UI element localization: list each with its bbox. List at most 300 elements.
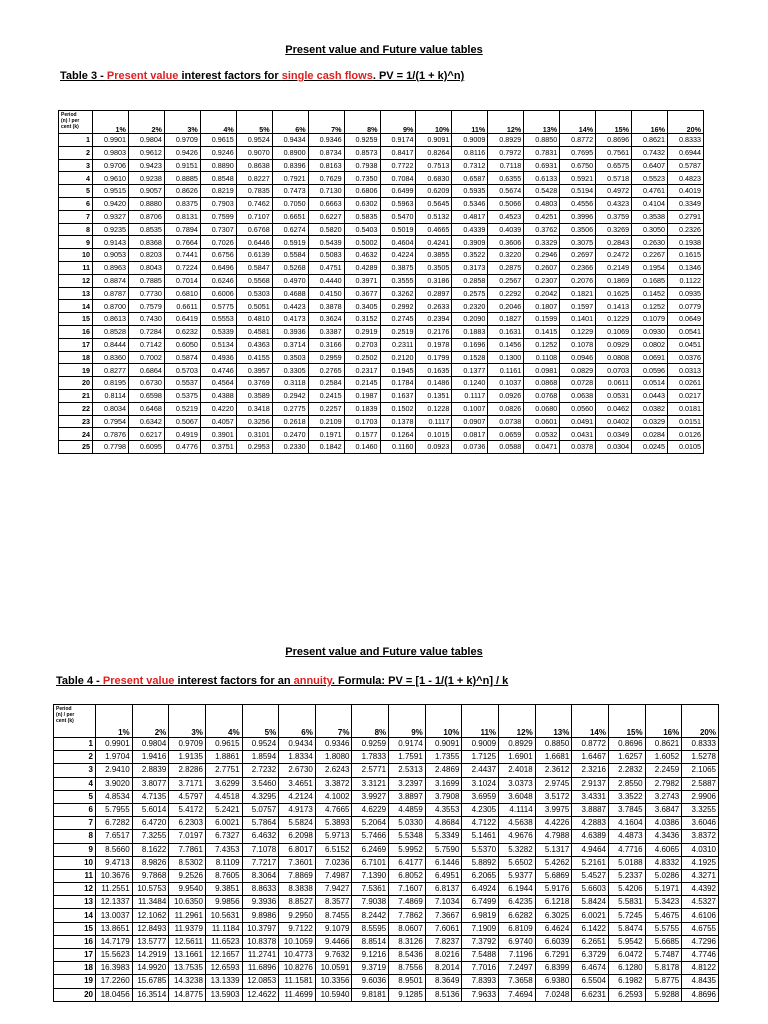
factor-cell: 0.1015 (416, 428, 452, 441)
factor-cell: 2.6730 (279, 764, 316, 777)
table-row (59, 338, 704, 351)
period-cell: 18 (54, 962, 96, 975)
factor-cell: 5.1461 (462, 830, 499, 843)
factor-cell: 14.8775 (169, 988, 206, 1001)
factor-cell: 3.7171 (169, 777, 206, 790)
factor-cell: 0.9174 (389, 738, 426, 751)
factor-cell: 0.6810 (164, 287, 200, 300)
factor-cell: 0.4363 (236, 338, 272, 351)
factor-cell: 0.5847 (236, 261, 272, 274)
column-header: 9% (389, 705, 426, 738)
factor-cell: 0.0588 (488, 441, 524, 454)
factor-cell: 0.1346 (668, 261, 704, 274)
factor-cell: 4.3436 (645, 830, 682, 843)
factor-cell: 0.7432 (632, 146, 668, 159)
factor-cell: 0.5645 (416, 197, 452, 210)
column-header: 1% (93, 111, 129, 134)
factor-cell: 0.2567 (488, 274, 524, 287)
factor-cell: 0.0462 (596, 402, 632, 415)
period-cell: 24 (59, 428, 93, 441)
factor-cell: 0.3166 (308, 338, 344, 351)
factor-cell: 11.1581 (279, 975, 316, 988)
factor-cell: 0.9706 (93, 159, 129, 172)
factor-cell: 8.1622 (132, 843, 169, 856)
factor-cell: 2.5771 (352, 764, 389, 777)
factor-cell: 0.1377 (452, 364, 488, 377)
factor-cell: 12.1657 (205, 949, 242, 962)
factor-cell: 0.8277 (93, 364, 129, 377)
factor-cell: 4.4226 (535, 817, 572, 830)
factor-cell: 0.0402 (596, 415, 632, 428)
period-header-line: cent (k) (61, 124, 79, 130)
factor-cell: 0.7561 (596, 146, 632, 159)
factor-cell: 2.1065 (682, 764, 719, 777)
factor-cell: 6.1446 (425, 856, 462, 869)
factor-cell: 0.0531 (596, 389, 632, 402)
period-cell: 8 (59, 223, 93, 236)
factor-cell: 3.8887 (572, 803, 609, 816)
factor-cell: 0.7903 (200, 197, 236, 210)
factor-cell: 6.6282 (499, 909, 536, 922)
column-header: 16% (645, 705, 682, 738)
factor-cell: 0.1827 (488, 313, 524, 326)
factor-cell: 0.8880 (128, 197, 164, 210)
factor-cell: 4.9676 (499, 830, 536, 843)
factor-cell: 5.0286 (645, 869, 682, 882)
factor-cell: 0.3349 (668, 197, 704, 210)
factor-cell: 0.5083 (308, 249, 344, 262)
factor-cell: 0.4155 (236, 351, 272, 364)
factor-cell: 7.1909 (462, 922, 499, 935)
factor-cell: 0.4039 (488, 223, 524, 236)
factor-cell: 0.5775 (200, 300, 236, 313)
factor-cell: 0.6575 (596, 159, 632, 172)
factor-cell: 15.6785 (132, 975, 169, 988)
factor-cell: 5.2337 (608, 869, 645, 882)
factor-cell: 3.9927 (352, 790, 389, 803)
factor-cell: 0.6139 (236, 249, 272, 262)
period-cell: 18 (59, 351, 93, 364)
factor-cell: 0.3220 (488, 249, 524, 262)
column-header: 12% (488, 111, 524, 134)
factor-cell: 4.5327 (682, 896, 719, 909)
factor-cell: 0.4746 (200, 364, 236, 377)
factor-cell: 0.6611 (164, 300, 200, 313)
factor-cell: 0.5787 (668, 159, 704, 172)
factor-cell: 4.5638 (499, 817, 536, 830)
factor-cell: 9.6036 (352, 975, 389, 988)
factor-cell: 0.8613 (93, 313, 129, 326)
factor-cell: 0.1528 (452, 351, 488, 364)
factor-cell: 0.7831 (524, 146, 560, 159)
period-cell: 3 (59, 159, 93, 172)
factor-cell: 8.7556 (389, 962, 426, 975)
factor-cell: 0.9610 (93, 172, 129, 185)
table-row (59, 236, 704, 249)
period-header-line: Period (56, 706, 72, 712)
factor-cell: 16.3514 (132, 988, 169, 1001)
factor-cell: 0.3186 (416, 274, 452, 287)
factor-cell: 0.3305 (272, 364, 308, 377)
factor-cell: 3.1024 (462, 777, 499, 790)
factor-cell: 6.7327 (205, 830, 242, 843)
factor-cell: 0.6587 (452, 172, 488, 185)
factor-cell: 0.2630 (632, 236, 668, 249)
factor-cell: 0.5339 (200, 325, 236, 338)
factor-cell: 0.8417 (380, 146, 416, 159)
factor-cell: 0.2317 (344, 364, 380, 377)
factor-cell: 10.3356 (315, 975, 352, 988)
factor-cell: 0.3971 (344, 274, 380, 287)
factor-cell: 3.7845 (608, 803, 645, 816)
factor-cell: 10.3676 (96, 869, 133, 882)
factor-cell: 0.4523 (488, 210, 524, 223)
factor-cell: 0.1839 (344, 402, 380, 415)
factor-cell: 0.1108 (524, 351, 560, 364)
factor-cell: 0.3901 (200, 428, 236, 441)
factor-cell: 5.6014 (132, 803, 169, 816)
factor-cell: 1.6681 (535, 751, 572, 764)
table-row (59, 377, 704, 390)
factor-cell: 0.9346 (308, 134, 344, 147)
column-header: 8% (344, 111, 380, 134)
factor-cell: 0.1117 (452, 389, 488, 402)
factor-cell: 4.3295 (242, 790, 279, 803)
factor-cell: 0.0261 (668, 377, 704, 390)
factor-cell: 0.6768 (236, 223, 272, 236)
factor-cell: 0.0946 (560, 351, 596, 364)
factor-cell: 17.2260 (96, 975, 133, 988)
factor-cell: 5.0330 (389, 817, 426, 830)
factor-cell: 6.4235 (499, 896, 536, 909)
factor-cell: 6.8017 (279, 843, 316, 856)
factor-cell: 0.0181 (668, 402, 704, 415)
factor-cell: 4.3553 (425, 803, 462, 816)
factor-cell: 0.0491 (560, 415, 596, 428)
period-cell: 16 (54, 935, 96, 948)
factor-cell: 6.4177 (389, 856, 426, 869)
period-cell: 17 (54, 949, 96, 962)
factor-cell: 0.4323 (596, 197, 632, 210)
factor-cell: 0.2946 (524, 249, 560, 262)
factor-cell: 0.0808 (596, 351, 632, 364)
factor-cell: 2.9906 (682, 790, 719, 803)
factor-cell: 7.6517 (96, 830, 133, 843)
factor-cell: 1.7833 (352, 751, 389, 764)
factor-cell: 0.0376 (668, 351, 704, 364)
period-cell: 4 (59, 172, 93, 185)
factor-cell: 11.6896 (242, 962, 279, 975)
factor-cell: 0.7026 (200, 236, 236, 249)
factor-cell: 10.0591 (315, 962, 352, 975)
factor-cell: 0.5674 (488, 185, 524, 198)
factor-cell: 8.1109 (205, 856, 242, 869)
header-row (54, 705, 719, 738)
factor-cell: 0.8043 (128, 261, 164, 274)
factor-cell: 5.9952 (389, 843, 426, 856)
page-title-2: Present value and Future value tables (285, 646, 483, 658)
factor-cell: 0.4251 (524, 210, 560, 223)
period-cell: 2 (54, 751, 96, 764)
factor-cell: 0.3769 (236, 377, 272, 390)
factor-cell: 5.9288 (645, 988, 682, 1001)
factor-cell: 3.4651 (279, 777, 316, 790)
factor-cell: 0.0649 (668, 313, 704, 326)
factor-cell: 6.6039 (535, 935, 572, 948)
table-row (59, 287, 704, 300)
factor-cell: 5.5755 (645, 922, 682, 935)
period-cell: 7 (54, 817, 96, 830)
factor-cell: 1.7125 (462, 751, 499, 764)
factor-cell: 0.1378 (380, 415, 416, 428)
table-row (54, 935, 719, 948)
factor-cell: 0.7513 (416, 159, 452, 172)
factor-cell: 0.3909 (452, 236, 488, 249)
factor-cell: 0.7579 (128, 300, 164, 313)
factor-cell: 0.1252 (632, 300, 668, 313)
factor-cell: 0.4761 (632, 185, 668, 198)
factor-cell: 0.0738 (488, 415, 524, 428)
factor-cell: 6.9819 (462, 909, 499, 922)
factor-cell: 0.5132 (416, 210, 452, 223)
factor-cell: 6.5152 (315, 843, 352, 856)
factor-cell: 0.5066 (488, 197, 524, 210)
column-header: 14% (572, 705, 609, 738)
factor-cell: 0.7473 (272, 185, 308, 198)
factor-cell: 6.7291 (535, 949, 572, 962)
table-row (54, 790, 719, 803)
factor-cell: 4.1002 (315, 790, 352, 803)
factor-cell: 8.5136 (425, 988, 462, 1001)
column-header: 15% (608, 705, 645, 738)
factor-cell: 9.1079 (315, 922, 352, 935)
factor-cell: 7.8237 (425, 935, 462, 948)
factor-cell: 6.0472 (608, 949, 645, 962)
factor-cell: 9.7632 (315, 949, 352, 962)
factor-cell: 9.9856 (205, 896, 242, 909)
table-3-title-suffix: . PV = 1/(1 + k)^n) (372, 70, 465, 82)
period-header-line: cent (k) (56, 718, 74, 724)
factor-cell: 0.9615 (200, 134, 236, 147)
factor-cell: 2.3216 (572, 764, 609, 777)
table-3-title-red1: Present value (106, 70, 179, 82)
factor-cell: 0.8638 (236, 159, 272, 172)
factor-cell: 0.9615 (205, 738, 242, 751)
factor-cell: 0.0382 (632, 402, 668, 415)
factor-cell: 3.8077 (132, 777, 169, 790)
period-cell: 21 (59, 389, 93, 402)
factor-cell: 0.0284 (632, 428, 668, 441)
factor-cell: 4.9173 (279, 803, 316, 816)
factor-cell: 4.0310 (682, 843, 719, 856)
factor-cell: 12.1062 (132, 909, 169, 922)
factor-cell: 0.2120 (380, 351, 416, 364)
factor-cell: 0.5439 (308, 236, 344, 249)
factor-cell: 6.2469 (352, 843, 389, 856)
factor-cell: 3.8897 (389, 790, 426, 803)
factor-cell: 0.3505 (416, 261, 452, 274)
factor-cell: 4.8332 (645, 856, 682, 869)
factor-cell: 0.0611 (596, 377, 632, 390)
factor-cell: 0.7002 (128, 351, 164, 364)
factor-cell: 0.1069 (596, 325, 632, 338)
table-row (59, 197, 704, 210)
factor-cell: 0.0981 (524, 364, 560, 377)
factor-cell: 4.1925 (682, 856, 719, 869)
factor-cell: 10.4773 (279, 949, 316, 962)
factor-cell: 0.3936 (272, 325, 308, 338)
factor-cell: 0.6302 (344, 197, 380, 210)
factor-cell: 8.5595 (352, 922, 389, 935)
factor-cell: 0.7921 (272, 172, 308, 185)
factor-cell: 0.2257 (308, 402, 344, 415)
factor-cell: 6.1982 (608, 975, 645, 988)
factor-cell: 0.6050 (164, 338, 200, 351)
factor-cell: 0.8626 (164, 185, 200, 198)
factor-cell: 0.2330 (272, 441, 308, 454)
factor-cell: 0.1869 (596, 274, 632, 287)
factor-cell: 0.2415 (308, 389, 344, 402)
factor-cell: 0.1577 (344, 428, 380, 441)
factor-cell: 0.1122 (668, 274, 704, 287)
factor-cell: 0.0638 (560, 389, 596, 402)
table-row (54, 949, 719, 962)
factor-cell: 0.5346 (452, 197, 488, 210)
factor-cell: 2.7232 (242, 764, 279, 777)
factor-cell: 0.7014 (164, 274, 200, 287)
factor-cell: 0.8734 (308, 146, 344, 159)
factor-cell: 5.5831 (608, 896, 645, 909)
factor-cell: 0.8696 (596, 134, 632, 147)
factor-cell: 0.2320 (452, 300, 488, 313)
table-3 (58, 110, 704, 454)
column-header: 3% (169, 705, 206, 738)
table-row (59, 249, 704, 262)
factor-cell: 0.0817 (452, 428, 488, 441)
factor-cell: 0.1685 (632, 274, 668, 287)
period-cell: 16 (59, 325, 93, 338)
factor-cell: 0.2745 (380, 313, 416, 326)
table-row (54, 883, 719, 896)
factor-cell: 0.8874 (93, 274, 129, 287)
factor-cell: 4.4873 (608, 830, 645, 843)
factor-cell: 12.8493 (132, 922, 169, 935)
column-header: 7% (315, 705, 352, 738)
factor-cell: 0.8368 (128, 236, 164, 249)
factor-cell: 13.0037 (96, 909, 133, 922)
factor-cell: 7.2497 (499, 962, 536, 975)
factor-cell: 7.5361 (352, 883, 389, 896)
factor-cell: 0.1240 (452, 377, 488, 390)
factor-cell: 6.2593 (608, 988, 645, 1001)
period-cell: 5 (59, 185, 93, 198)
factor-cell: 2.2832 (608, 764, 645, 777)
factor-cell: 0.2502 (344, 351, 380, 364)
factor-cell: 0.9803 (93, 146, 129, 159)
factor-cell: 3.9020 (96, 777, 133, 790)
factor-cell: 9.2526 (169, 869, 206, 882)
table-row (54, 869, 719, 882)
factor-cell: 0.0923 (416, 441, 452, 454)
factor-cell: 0.5134 (200, 338, 236, 351)
factor-cell: 3.4331 (572, 790, 609, 803)
factor-cell: 0.9235 (93, 223, 129, 236)
column-header: 6% (279, 705, 316, 738)
column-header: 20% (668, 111, 704, 134)
factor-cell: 0.1007 (452, 402, 488, 415)
factor-cell: 5.9542 (608, 935, 645, 948)
factor-cell: 3.3255 (682, 803, 719, 816)
factor-cell: 7.0197 (169, 830, 206, 843)
factor-cell: 0.7722 (380, 159, 416, 172)
factor-cell: 0.6274 (272, 223, 308, 236)
factor-cell: 6.9380 (535, 975, 572, 988)
factor-cell: 0.1615 (668, 249, 704, 262)
factor-cell: 0.3677 (344, 287, 380, 300)
factor-cell: 0.5067 (164, 415, 200, 428)
factor-cell: 7.4987 (315, 869, 352, 882)
factor-cell: 0.9259 (344, 134, 380, 147)
factor-cell: 8.2014 (425, 962, 462, 975)
factor-cell: 14.9920 (132, 962, 169, 975)
factor-cell: 6.7499 (462, 896, 499, 909)
period-cell: 3 (54, 764, 96, 777)
period-cell: 19 (59, 364, 93, 377)
factor-cell: 0.3101 (236, 428, 272, 441)
factor-cell: 0.6446 (236, 236, 272, 249)
factor-cell: 0.7107 (236, 210, 272, 223)
table-3-title (60, 70, 464, 82)
factor-cell: 5.2064 (352, 817, 389, 830)
factor-cell: 7.3667 (425, 909, 462, 922)
factor-cell: 7.9633 (462, 988, 499, 1001)
factor-cell: 6.8137 (425, 883, 462, 896)
factor-cell: 8.0216 (425, 949, 462, 962)
period-cell: 20 (54, 988, 96, 1001)
factor-cell: 0.9901 (93, 134, 129, 147)
factor-cell: 0.4104 (632, 197, 668, 210)
factor-cell: 6.0021 (572, 909, 609, 922)
factor-cell: 9.1285 (389, 988, 426, 1001)
factor-cell: 0.9053 (93, 249, 129, 262)
factor-cell: 3.7908 (425, 790, 462, 803)
factor-cell: 0.8219 (200, 185, 236, 198)
factor-cell: 7.0248 (535, 988, 572, 1001)
factor-cell: 12.0853 (242, 975, 279, 988)
factor-cell: 0.8850 (535, 738, 572, 751)
factor-cell: 0.0596 (632, 364, 668, 377)
factor-cell: 0.1401 (560, 313, 596, 326)
factor-cell: 0.8621 (632, 134, 668, 147)
factor-cell: 0.9346 (315, 738, 352, 751)
period-cell: 22 (59, 402, 93, 415)
factor-cell: 0.6750 (560, 159, 596, 172)
factor-cell: 11.4699 (279, 988, 316, 1001)
factor-cell: 5.5348 (389, 830, 426, 843)
factor-cell: 0.1229 (596, 313, 632, 326)
factor-cell: 0.1228 (416, 402, 452, 415)
factor-cell: 0.7307 (200, 223, 236, 236)
factor-cell: 0.1264 (380, 428, 416, 441)
factor-cell: 13.7535 (169, 962, 206, 975)
factor-cell: 1.6467 (572, 751, 609, 764)
factor-cell: 10.8378 (242, 935, 279, 948)
factor-cell: 0.0471 (524, 441, 560, 454)
table-row (54, 738, 719, 751)
factor-cell: 0.2090 (452, 313, 488, 326)
factor-cell: 6.3025 (535, 909, 572, 922)
factor-cell: 1.8080 (315, 751, 352, 764)
